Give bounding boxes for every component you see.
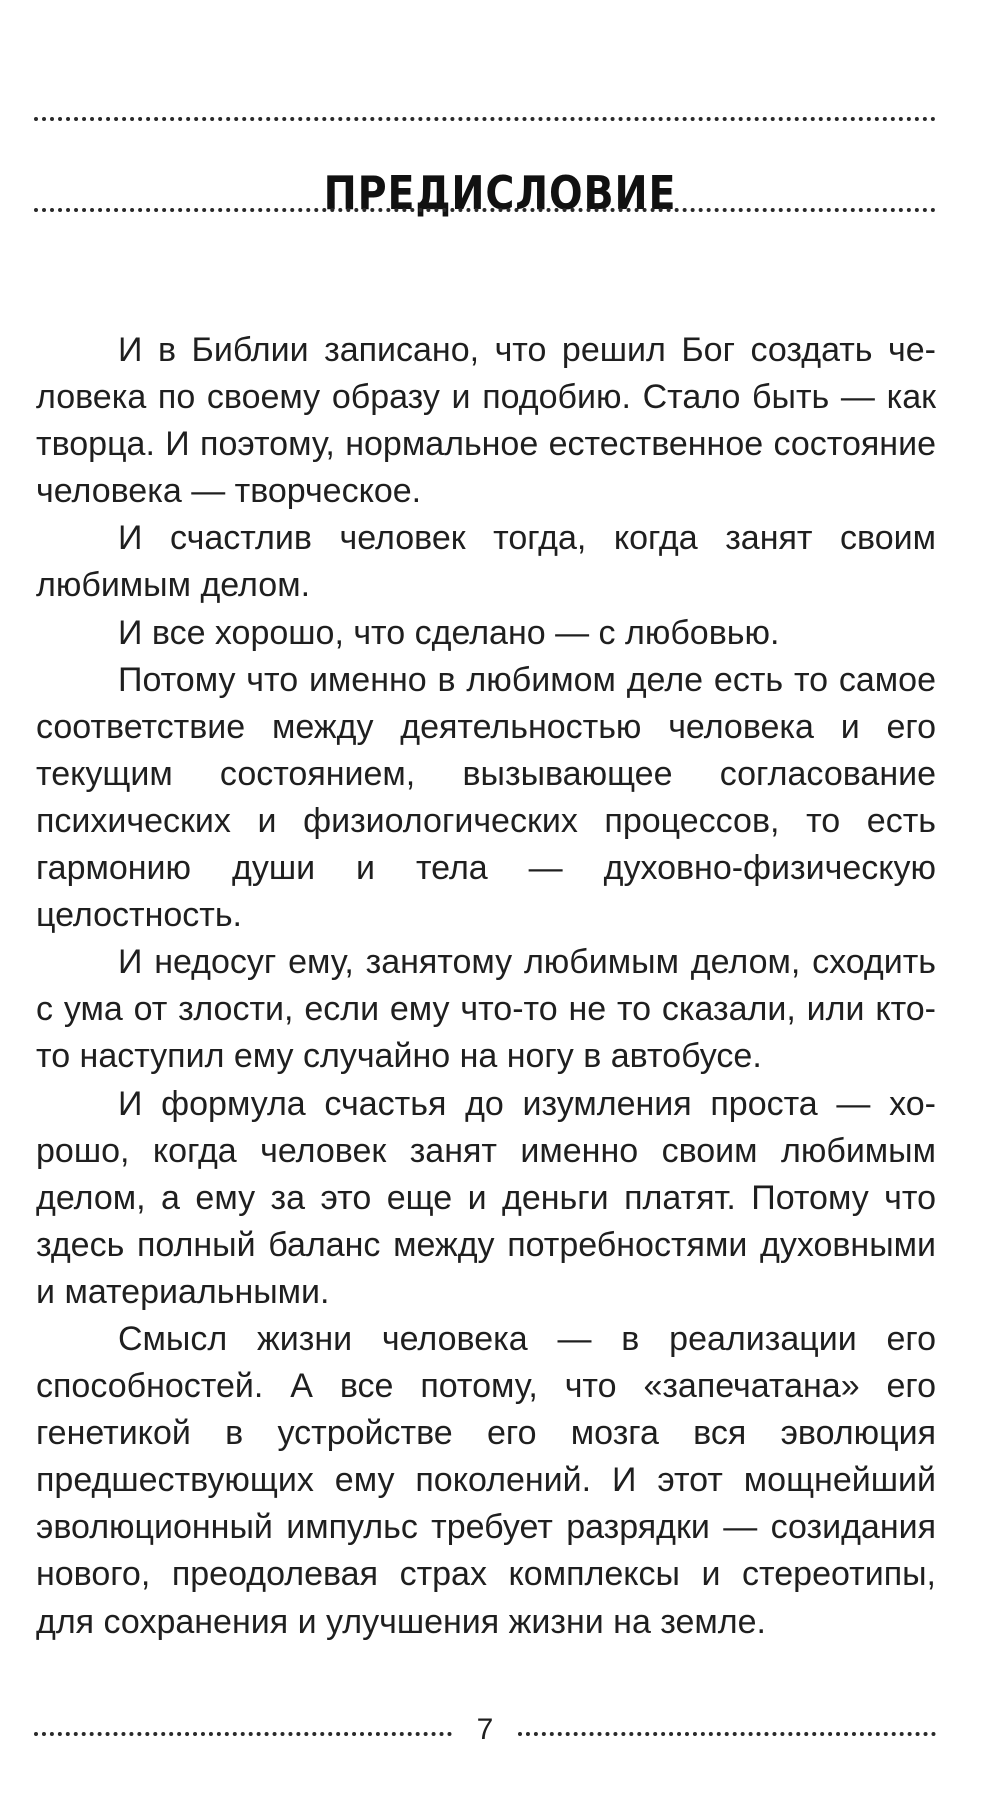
- footer-dotted-divider-right: [518, 1732, 936, 1736]
- body-text: [36, 327, 936, 1646]
- page-number: 7: [476, 1713, 494, 1746]
- paragraph: И все хорошо, что сделано — с любовью.: [118, 613, 780, 652]
- paragraph: И формула счастья до изумления проста — хорошо, когда человек занят именно своим любимым делом, а ему за это еще и деньги платят. Потому что здесь полный баланс между потребностями духовными и материальными.: [36, 1084, 936, 1311]
- paragraph: Потому что именно в любимом деле есть то самое соответствие между деятельностью человека и его текущим состоянием, вызывающее согласование психических и физиологических процессов, то есть гармонию души и тела — духовно-физическую целостность.: [36, 660, 936, 935]
- paragraph: Смысл жизни человека — в реализации его способностей. А все потому, что «запечатана» его генетикой в устройстве его мозга вся эволюция предшествующих ему поколений. И этот мощнейший эволюционный импульс требует разрядки — созидания нового, преодолевая страх комплексы и стереотипы, для сохранения и улучшения жизни на земле.: [36, 1319, 936, 1641]
- paragraph: И счастлив человек тогда, когда занят своим любимым делом.: [36, 519, 936, 605]
- page-footer: [34, 1710, 936, 1750]
- title-dotted-divider: [34, 208, 936, 212]
- paragraph: И в Библии записано, что решил Бог создать человека по своему образу и подобию. Стало быть — как творца. И поэтому, нормальное естественное состояние человека — творческое.: [36, 331, 936, 511]
- paragraph: И недосуг ему, занятому любимым делом, сходить с ума от злости, если ему что-то не то сказали, или кто-то наступил ему случайно на ногу в автобусе.: [36, 943, 936, 1076]
- top-dotted-divider: [34, 117, 936, 121]
- page-title: ПРЕДИСЛОВИЕ: [323, 165, 677, 220]
- footer-dotted-divider-left: [34, 1732, 452, 1736]
